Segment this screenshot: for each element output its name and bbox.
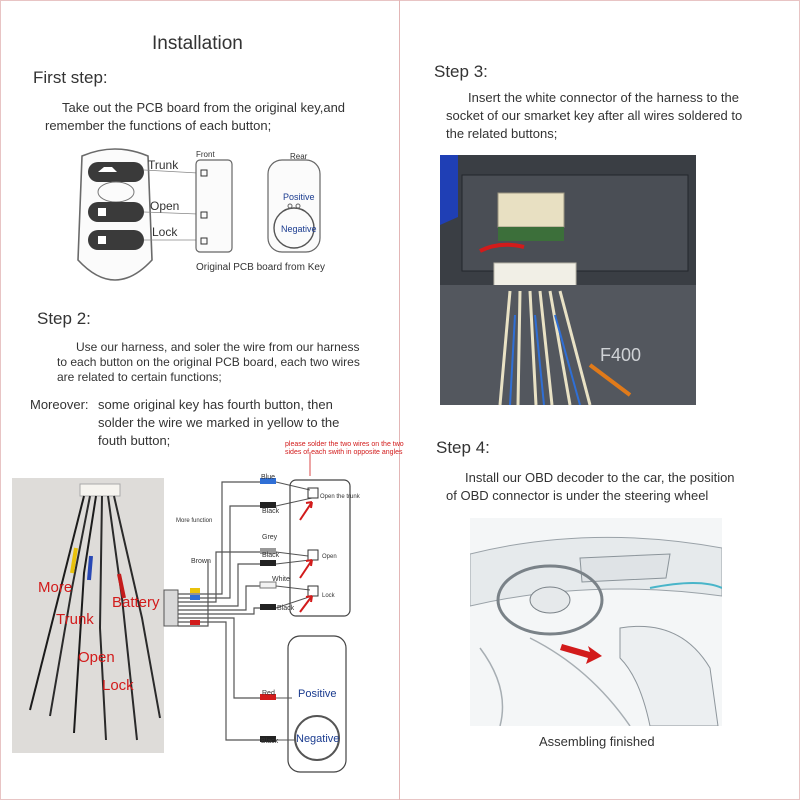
step-2-line-1: Use our harness, and soler the wire from our harness <box>76 340 360 354</box>
wiring-positive-label: Positive <box>298 688 337 700</box>
button-label-open-trunk: Open the trunk <box>320 494 360 500</box>
wire-label-blue: Blue <box>261 474 276 481</box>
first-step-line-2: remember the functions of each button; <box>45 118 272 133</box>
moreover-line-1: some original key has fourth button, then <box>98 397 333 412</box>
step-4-heading: Step 4: <box>436 438 490 457</box>
key-fob-illustration <box>60 140 360 300</box>
wire-label-red: Red <box>262 690 275 697</box>
connector-photo <box>440 155 696 405</box>
first-step-heading: First step: <box>33 68 108 87</box>
wire-label-black-4: Black <box>261 738 279 745</box>
button-label-open: Open <box>322 554 337 560</box>
harness-label-trunk: Trunk <box>56 611 94 628</box>
connector-photo-text: F400 <box>600 345 642 365</box>
step-4-caption: Assembling finished <box>539 734 655 749</box>
key-label-lock: Lock <box>152 225 178 239</box>
wire-label-brown: Brown <box>191 558 211 565</box>
harness-label-open: Open <box>78 649 115 666</box>
step-2-line-2: to each button on the original PCB board, each two wires <box>57 355 360 369</box>
step-3-line-3: the related buttons; <box>446 126 558 141</box>
pcb-caption: Original PCB board from Key <box>196 262 325 273</box>
wiring-note: please solder the two wires on the two sides of each swith in opposite angles <box>285 441 404 456</box>
step-3-heading: Step 3: <box>434 62 488 81</box>
first-step-line-1: Take out the PCB board from the original key,and <box>62 100 346 115</box>
harness-photo <box>12 478 164 753</box>
harness-label-lock: Lock <box>102 677 134 694</box>
step-4-line-1: Install our OBD decoder to the car, the position <box>465 470 735 485</box>
wire-label-black-2: Black <box>262 552 280 559</box>
column-divider <box>399 0 400 800</box>
step-2-line-3: are related to certain functions; <box>57 370 222 384</box>
step-3-line-2: socket of our smarket key after all wires soldered to <box>446 108 743 123</box>
harness-label-more: More <box>38 579 73 596</box>
wire-label-more-function: More function <box>176 518 213 524</box>
wiring-negative-label: Negative <box>296 733 340 745</box>
wire-label-white: White <box>272 576 290 583</box>
pcb-negative-label: Negative <box>281 224 317 234</box>
step-2-heading: Step 2: <box>37 309 91 328</box>
step-4-line-2: of OBD connector is under the steering wheel <box>446 488 709 503</box>
moreover-line-3: fouth button; <box>98 433 171 448</box>
moreover-label: Moreover: <box>30 397 89 412</box>
pcb-front-label: Front <box>196 150 215 159</box>
pcb-positive-label: Positive <box>283 192 315 202</box>
pcb-rear-label: Rear <box>290 152 308 161</box>
car-interior-illustration <box>470 518 722 726</box>
wire-label-black-1: Black <box>262 508 280 515</box>
key-label-trunk: Trunk <box>148 158 179 172</box>
harness-label-battery: Battery <box>112 594 160 611</box>
page-title: Installation <box>152 33 243 54</box>
step-3-line-1: Insert the white connector of the harness to the <box>468 90 739 105</box>
moreover-line-2: solder the wire we marked in yellow to the <box>98 415 340 430</box>
wire-label-grey: Grey <box>262 534 278 541</box>
button-label-lock: Lock <box>322 593 335 599</box>
key-label-open: Open <box>150 199 180 213</box>
wire-label-black-3: Black <box>277 605 295 612</box>
